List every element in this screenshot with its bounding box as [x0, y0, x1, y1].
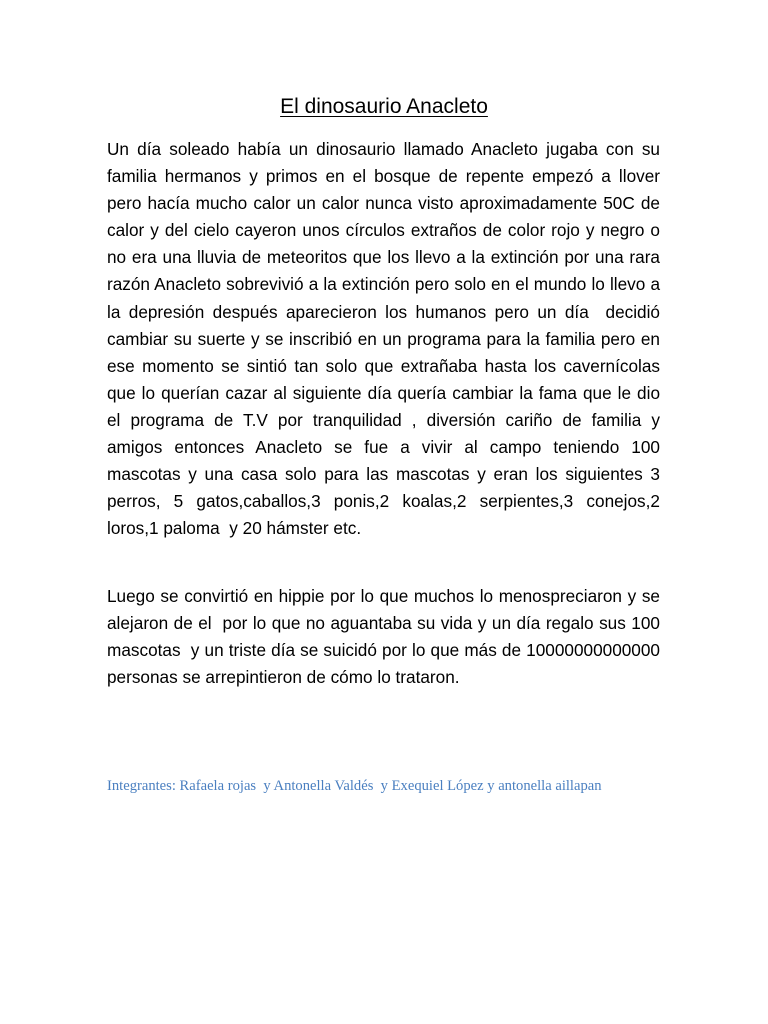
document-title: El dinosaurio Anacleto	[280, 95, 488, 118]
story-paragraph-1: Un día soleado había un dinosaurio llamado Anacleto jugaba con su familia hermanos y primos en el bosque de repente empezó a llover pero hacía mucho calor un calor nunca visto aproximadamente 50C de calor y del cielo cayeron unos círculos extraños de color rojo y negro o no era una lluvia de meteoritos que los llevo a la extinción por una rara razón Anacleto sobrevivió a la extinción pero solo en el mundo lo llevo a la depresión después aparecieron los humanos pero un día decidió cambiar su suerte y se inscribió en un programa para la familia pero en ese momento se sintió tan solo que extrañaba hasta los cavernícolas que lo querían cazar al siguiente día quería cambiar la fama que le dio el programa de T.V por tranquilidad , diversión cariño de familia y amigos entonces Anacleto se fue a vivir al campo teniendo 100 mascotas y una casa solo para las mascotas y eran los siguientes 3 perros, 5 gatos,caballos,3 ponis,2 koalas,2 serpientes,3 conejos,2 loros,1 paloma y 20 hámster etc.	[107, 139, 665, 539]
credits-line: Integrantes: Rafaela rojas y Antonella Valdés y Exequiel López y antonella aillapan	[107, 778, 602, 794]
story-paragraph-2: Luego se convirtió en hippie por lo que muchos lo menospreciaron y se alejaron de el por lo que no aguantaba su vida y un día regalo sus 100 mascotas y un triste día se suicidó por lo que más de 10000000000000 personas se arrepintieron de cómo lo trataron.	[107, 586, 665, 688]
